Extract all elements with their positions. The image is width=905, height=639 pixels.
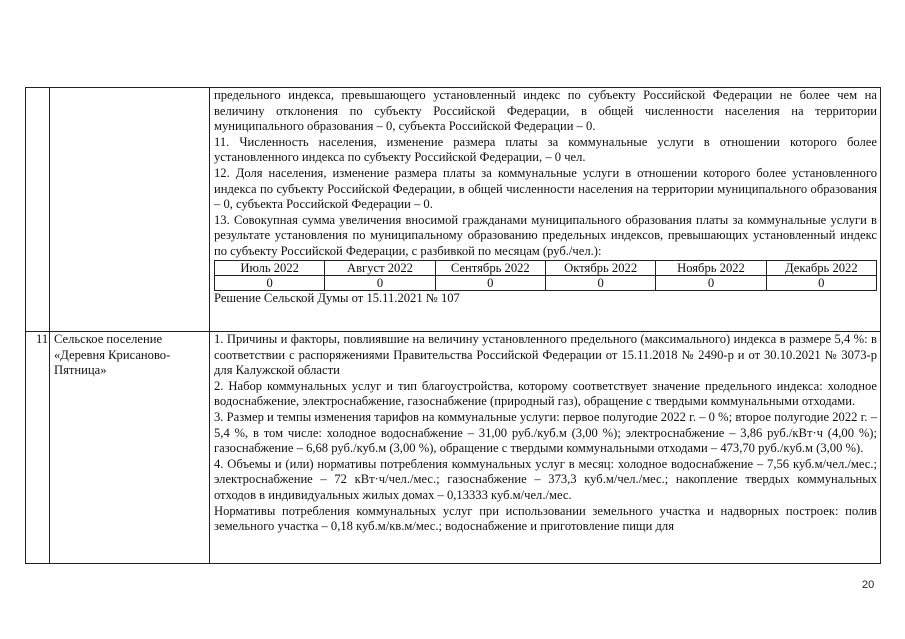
paragraph: 12. Доля населения, изменение размера платы за коммунальные услуги в отношении которого более установленного индекса по субъекту Российской Федерации, в общей численности населения на территории муниципального образования – 0, субъекта Российской Федерации – 0. <box>214 165 877 212</box>
month-header: Ноябрь 2022 <box>656 260 766 275</box>
row-number: 11 <box>26 332 50 564</box>
month-value-row <box>215 275 877 290</box>
paragraph: 4. Объемы и (или) нормативы потребления коммунальных услуг в месяц: холодное водоснабжение – 7,56 куб.м/чел./мес.; электроснабжение – 72 кВт·ч/чел./мес.; газоснабжение – 373,3 куб.м/чел./мес.; накопление твердых коммунальных отходов в индивидуальных жилых домах – 0,13333 куб.м/чел./мес. <box>214 456 877 502</box>
municipality-name-cell-empty <box>50 88 210 332</box>
details-cell <box>210 88 881 332</box>
paragraph: 3. Размер и темпы изменения тарифов на коммунальные услуги: первое полугодие 2022 г. – 0 %; второе полугодие 2022 г. – 5,4 %, в том числе: холодное водоснабжение – 31,00 руб./куб.м (3,00 %); электроснабжение – 3,86 руб./кВт·ч (4,00 %); газоснабжение – 6,68 руб./куб.м (3,00 %), обращение с твердыми коммунальными отходами – 473,70 руб./куб.м (3,00 %). <box>214 409 877 456</box>
municipal-index-table <box>25 87 881 564</box>
month-value: 0 <box>435 275 545 290</box>
paragraph: 13. Совокупная сумма увеличения вносимой гражданами муниципального образования платы за коммунальные услуги в результате установления по муниципальному образованию предельных индексов, превышающих установленный индекс по субъекту Российской Федерации, с разбивкой по месяцам (руб./чел.): <box>214 212 877 258</box>
month-value: 0 <box>215 275 325 290</box>
month-value: 0 <box>656 275 766 290</box>
monthly-amount-table <box>214 260 877 291</box>
decision-reference: Решение Сельской Думы от 15.11.2021 № 107 <box>214 290 460 305</box>
paragraph: Нормативы потребления коммунальных услуг при использовании земельного участка и надворных построек: полив земельного участка – 0,18 куб.м/кв.м/мес.; водоснабжение и приготовление пищи для <box>214 503 877 534</box>
paragraph: 2. Набор коммунальных услуг и тип благоустройства, которому соответствует значение предельного индекса: холодное водоснабжение, электроснабжение, газоснабжение (природный газ), обращение с твердыми коммунальными отходами. <box>214 378 877 409</box>
month-header: Декабрь 2022 <box>766 260 876 275</box>
table-row <box>26 88 881 332</box>
paragraph: 1. Причины и факторы, повлиявшие на величину установленного предельного (максимального) индекса в размере 5,4 %: в соответствии с распоряжениями Правительства Российской Федерации от 15.11.2018 № 2490-р и от 30.10.2021 № 3073-р для Калужской области <box>214 332 877 378</box>
month-value: 0 <box>545 275 655 290</box>
table-row <box>26 332 881 564</box>
month-header: Сентябрь 2022 <box>435 260 545 275</box>
page-number: 20 <box>862 579 875 591</box>
month-header: Август 2022 <box>325 260 435 275</box>
month-value: 0 <box>766 275 876 290</box>
row-number-cell-empty <box>26 88 50 332</box>
month-value: 0 <box>325 275 435 290</box>
month-header: Октябрь 2022 <box>545 260 655 275</box>
details-cell <box>210 332 881 564</box>
month-header: Июль 2022 <box>215 260 325 275</box>
municipality-name: Сельское поселение «Деревня Крисаново-Пятница» <box>50 332 210 564</box>
paragraph: предельного индекса, превышающего установленный индекс по субъекту Российской Федерации не более чем на величину отклонения по субъекту Российской Федерации, в общей численности населения на территории муниципального образования – 0, субъекта Российской Федерации – 0. <box>214 88 877 134</box>
month-header-row <box>215 260 877 275</box>
paragraph: 11. Численность населения, изменение размера платы за коммунальные услуги в отношении которого более установленного индекса по субъекту Российской Федерации, – 0 чел. <box>214 134 877 165</box>
